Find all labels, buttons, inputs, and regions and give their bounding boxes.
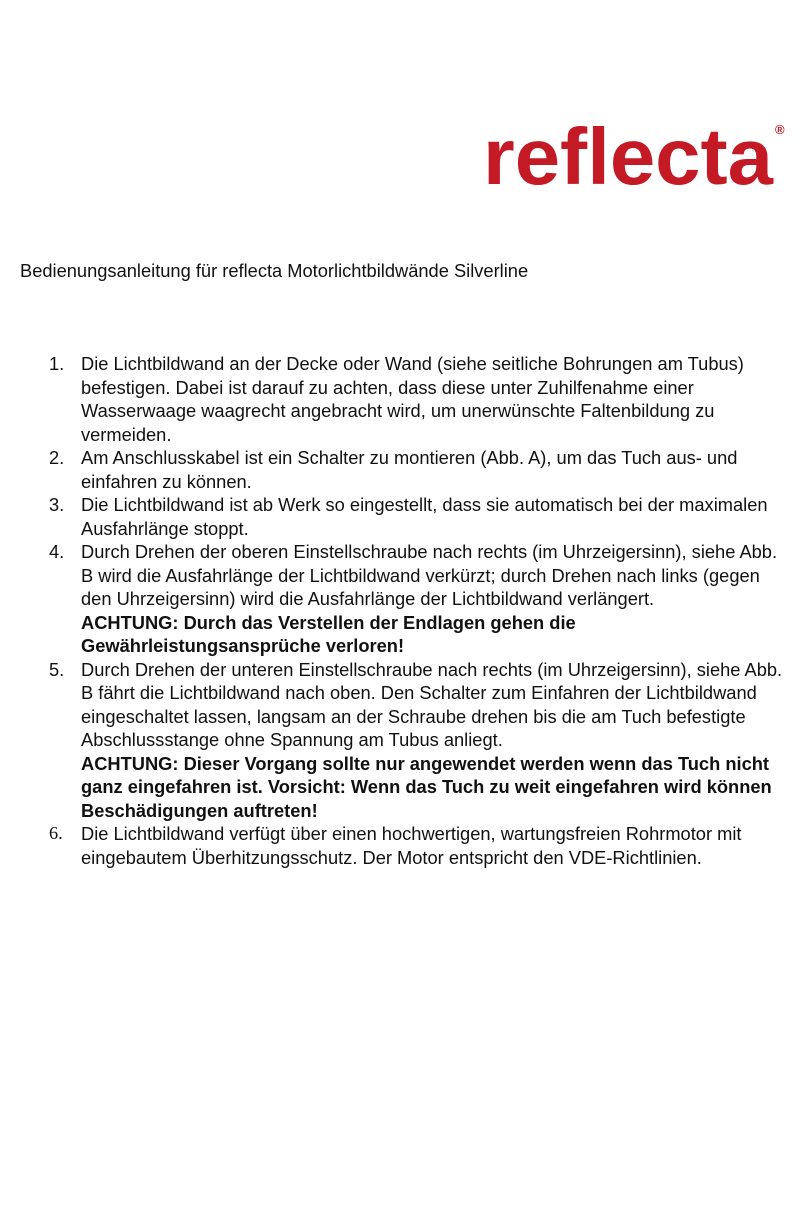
item-number: 2. (49, 447, 65, 468)
list-item (43, 540, 793, 658)
warning-text: ACHTUNG: Durch das Verstellen der Endlagen gehen die Gewährleistungsansprüche verloren! (81, 611, 576, 656)
warning-text: ACHTUNG: Dieser Vorgang sollte nur angewendet werden wenn das Tuch nicht ganz eingefahren ist. Vorsicht: Wenn das Tuch zu weit eingefahren wird können Beschädigungen auftreten! (81, 752, 772, 821)
item-number: 4. (49, 541, 65, 562)
item-text: Durch Drehen der oberen Einstellschraube nach rechts (im Uhrzeigersinn), siehe Abb. B wird die Ausfahrlänge der Lichtbildwand verkürzt; durch Drehen nach links (gegen den Uhrzeigersinn) wird die Ausfahrlänge der Lichtbildwand verlängert. (81, 541, 778, 609)
logo-wordmark: reflecta (483, 120, 774, 201)
list-item (43, 352, 793, 446)
item-number: 1. (49, 353, 65, 374)
list-item (43, 493, 793, 540)
page-title: Bedienungsanleitung für reflecta Motorlichtbildwände Silverline (20, 260, 529, 281)
list-item (43, 658, 793, 823)
item-text: Durch Drehen der unteren Einstellschraube nach rechts (im Uhrzeigersinn), siehe Abb. B fährt die Lichtbildwand nach oben. Den Schalter zum Einfahren der Lichtbildwand eingeschaltet lassen, langsam an der Schraube drehen bis die am Tuch befestigte Abschlussstange ohne Spannung am Tubus anliegt. (81, 658, 783, 750)
item-number: 6. (49, 823, 63, 843)
item-text: Die Lichtbildwand an der Decke oder Wand (siehe seitliche Bohrungen am Tubus) befestigen. Dabei ist darauf zu achten, dass diese unter Zuhilfenahme einer Wasserwaage waagrecht angebracht wird, um unerwünschte Faltenbildung zu vermeiden. (81, 353, 744, 445)
item-text: Am Anschlusskabel ist ein Schalter zu montieren (Abb. A), um das Tuch aus- und einfahren zu können. (81, 447, 738, 492)
logo-trademark: ® (775, 122, 785, 137)
item-text: Die Lichtbildwand ist ab Werk so eingestellt, dass sie automatisch bei der maximalen Ausfahrlänge stoppt. (81, 494, 768, 539)
item-number: 3. (49, 494, 65, 515)
list-item (43, 822, 793, 869)
item-text: Die Lichtbildwand verfügt über einen hochwertigen, wartungsfreien Rohrmotor mit eingebautem Überhitzungsschutz. Der Motor entspricht den VDE-Richtlinien. (81, 823, 742, 868)
item-number: 5. (49, 658, 65, 680)
list-item (43, 446, 793, 493)
instruction-list (43, 352, 793, 869)
reflecta-logo (481, 120, 787, 202)
reflecta-logo-graphic (481, 120, 787, 202)
